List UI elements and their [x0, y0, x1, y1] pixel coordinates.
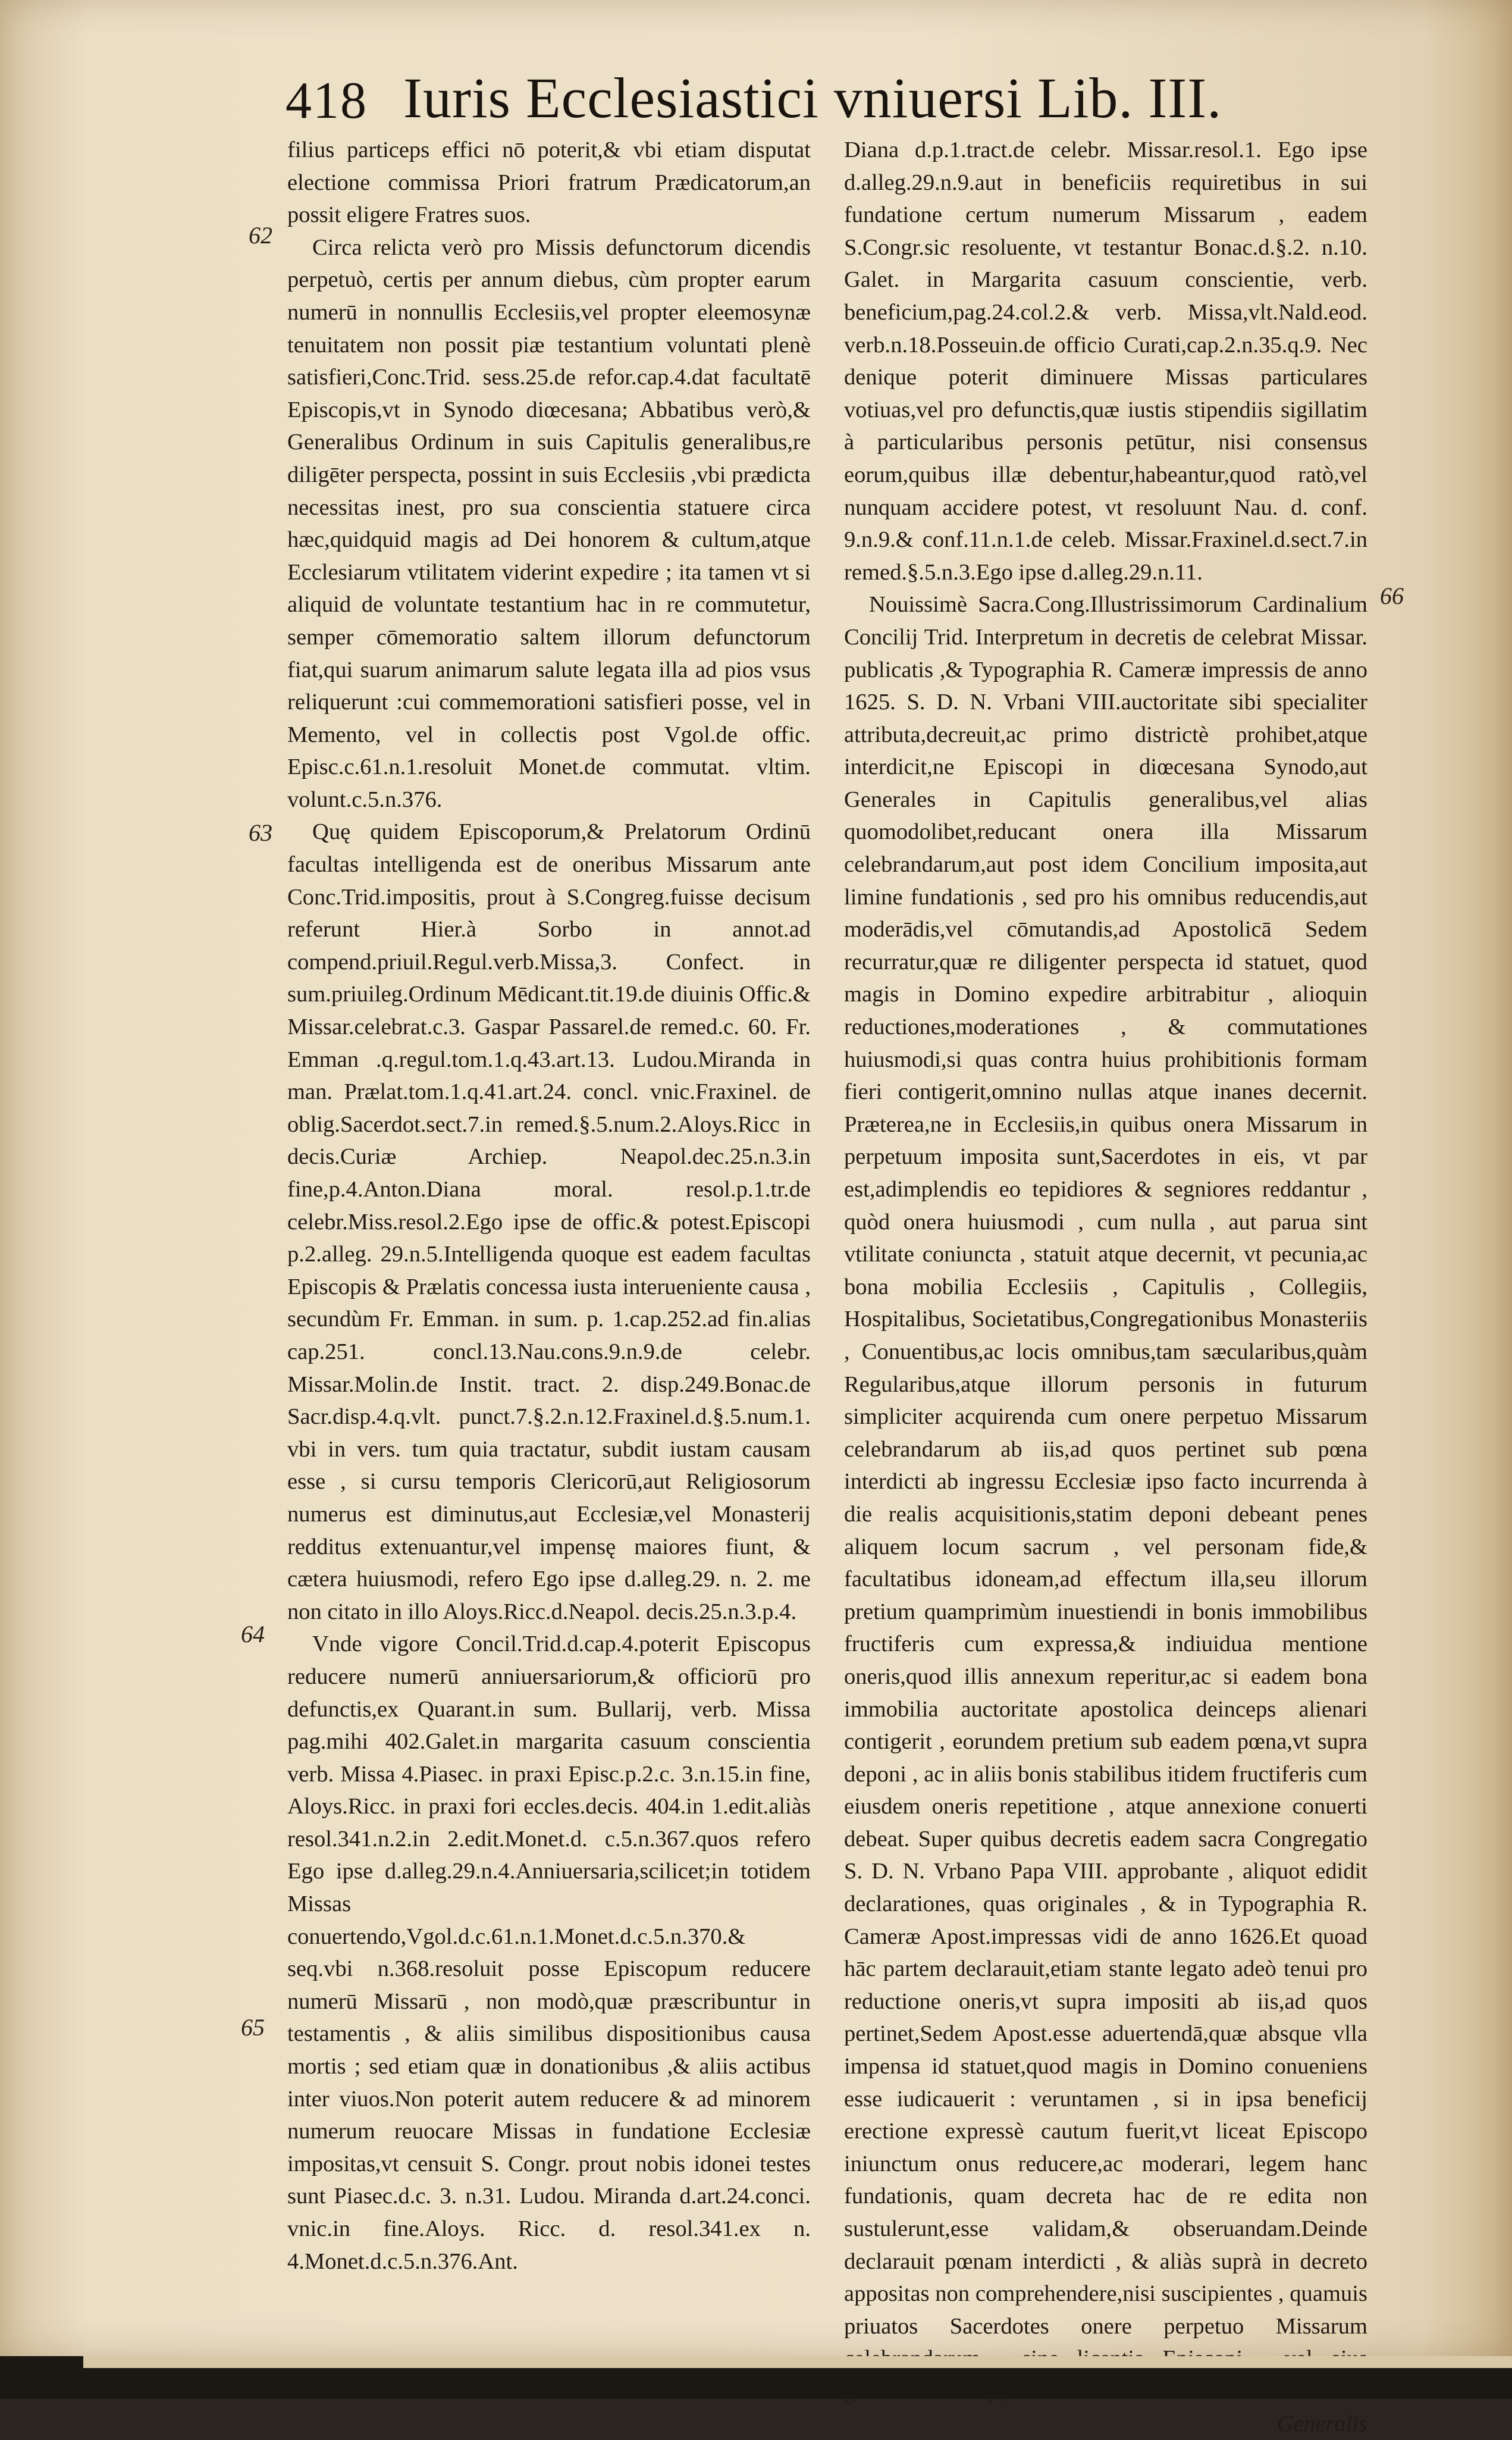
margin-number: 65 — [241, 2014, 265, 2041]
page-edge-strip — [83, 2356, 1512, 2368]
margin-number: 62 — [249, 222, 272, 249]
catchword: Generalis — [1276, 2411, 1367, 2436]
paragraph: filius particeps effici nō poterit,& vbi etiam disputat electione commissa Priori fratrum Prædicatorum,an possit eligere Fratres suos. — [287, 137, 811, 228]
margin-number: 66 — [1380, 582, 1404, 609]
margin-number: 63 — [249, 819, 272, 846]
running-title: Iuris Ecclesiastici vniuersi Lib. III. — [403, 66, 1222, 130]
left-column — [287, 134, 811, 2300]
margin-number: 64 — [241, 1621, 265, 1647]
paragraph: Quę quidem Episcoporum,& Prelatorum Ordinū facultas intelligenda est de oneribus Missarum ante Conc.Trid.impositis, prout à S.Congreg.fuisse decisum referunt Hier.à Sorbo in annot.ad compend.priuil.Regul.verb.Missa,3. Confect. in sum.priuileg.Ordinum Mēdicant.tit.19.de diuinis Offic.& Missar.celebrat.c.3. Gaspar Passarel.de remed.c. 60. Fr. Emman .q.regul.tom.1.q.43.art.13. Ludou.Miranda in man. Prælat.tom.1.q.41.art.24. concl. vnic.Fraxinel. de oblig.Sacerdot.sect.7.in remed.§.5.num.2.Aloys.Ricc in decis.Curiæ Archiep. Neapol.dec.25.n.3.in fine,p.4.Anton.Diana moral. resol.p.1.tr.de celebr.Miss.resol.2.Ego ipse de offic.& potest.Episcopi p.2.alleg. 29.n.5.Intelligenda quoque est eadem facultas Episcopis & Prælatis concessa iusta interueniente causa , secundùm Fr. Emman. in sum. p. 1.cap.252.ad fin.alias cap.251. concl.13.Nau.cons.9.n.9.de celebr. Missar.Molin.de Instit. tract. 2. disp.249.Bonac.de Sacr.disp.4.q.vlt. punct.7.§.2.n.12.Fraxinel.d.§.5.num.1. vbi in vers. tum quia tractatur, subdit iustam causam esse , si cursu temporis Clericorū,aut Religiosorum numerus est diminutus,aut Ecclesiæ,vel Monasterij redditus extenuantur,vel impensę maiores fiunt, & cætera huiusmodi, refero Ego ipse d.alleg.29. n. 2. me non citato in illo Aloys.Ricc.d.Neapol. decis.25.n.3.p.4. — [287, 819, 811, 1624]
paragraph: Nouissimè Sacra.Cong.Illustrissimorum Cardinalium Concilij Trid. Interpretum in decretis de celebrat Missar. publicatis ,& Typographia R. Cameræ impressis de anno 1625. S. D. N. Vrbani VIII.auctoritate sibi specialiter attributa,decreuit,ac primo districtè prohibet,atque interdicit,ne Episcopi in diœcesana Synodo,aut Generales in Capitulis generalibus,vel alias quomodolibet,reducant onera illa Missarum celebrandarum,aut post idem Concilium imposita,aut limine fundationis , sed pro his omnibus reducendis,aut moderādis,vel cōmutandis,ad Apostolicā Sedem recurratur,quæ re diligenter perspecta id statuet, quod magis in Domino expedire arbitrabitur , alioquin reductiones,moderationes , & commutationes huiusmodi,si quas contra huius prohibitionis formam fieri contigerit,omnino nullas atque inanes decernit. Præterea,ne in Ecclesiis,in quibus onera Missarum in perpetuum imposita sunt,Sacerdotes in eis, vt par est,adimplendis eo tepidiores & segniores reddantur , quòd onera huiusmodi , cum nulla , aut parua sint vtilitate coniuncta , statuit atque decernit, vt pecunia,ac bona mobilia Ecclesiis , Capitulis , Collegiis, Hospitalibus, Societatibus,Congregationibus Monasteriis , Conuentibus,ac locis omnibus,tam sæcularibus,quàm Regularibus,atque illorum personis in futurum simpliciter acquirenda cum onere perpetuo Missarum celebrandarum ab iis,ad quos pertinet sub pœna interdicti ab ingressu Ecclesiæ ipso facto incurrenda à die realis acquisitionis,statim deponi debeant penes aliquem locum sacrum , vel personam fide,& facultatibus idoneam,ad effectum illa,seu illorum pretium quamprimùm inuestiendi in bonis immobilibus fructiferis cum expressa,& indiuidua mentione oneris,quod illis annexum reperitur,ac si eadem bona immobilia auctoritate apostolica deinceps alienari contigerit , eorundem pretium sub eadem pœna,vt supra deponi , ac in aliis bonis stabilibus itidem fructiferis cum eiusdem oneris repetitione , atque annexione conuerti debeat. Super quibus decretis eadem sacra Congregatio S. D. N. Vrbano Papa VIII. approbante , aliquot edidit declarationes, quas originales , & in Typographia R. Cameræ Apost.impressas vidi de anno 1626.Et quoad hāc partem declarauit,etiam stante legato adeò tenui pro reductione oneris,vt supra impositi ab iis,ad quos pertinet,Sedem Apost.esse aduertendā,quæ absque vlla impensa id statuet,quod magis in Domino conueniens esse iudicauerit : veruntamen , si in ipsa beneficij erectione expressè cautum fuerit,vt liceat Episcopo iniunctum onus reducere,ac moderari, legem hanc fundationis, quam decreta hac de re edita non sustulerunt,esse validam,& obseruandam.Deinde declarauit pœnam interdicti , & aliàs suprà in decreto appositas non comprehendere,nisi suscipientes , quamuis priuatos Sacerdotes onere perpetuo Missarum — [844, 592, 1367, 2339]
scan-bottom-edge — [0, 2356, 1512, 2399]
paragraph: Vnde vigore Concil.Trid.d.cap.4.poterit Episcopus reducere numerū anniuersariorum,& officiorū pro defunctis,ex Quarant.in sum. Bullarij, verb. Missa pag.mihi 402.Galet.in margarita casuum conscientia verb. Missa 4.Piasec. in praxi Episc.p.2.c. 3.n.15.in fine, Aloys.Ricc. in praxi fori eccles.decis. 404.in 1.edit.aliàs resol.341.n.2.in 2.edit.Monet.d. c.5.n.367.quos refero Ego ipse d.alleg.29.n.4.Anniuersaria,scilicet;in totidem Missas conuertendo,Vgol.d.c.61.n.1.Monet.d.c.5.n.370.& seq.vbi n.368.resoluit posse Episcopum reducere numerū Missarū , non modò,quæ præscribuntur in testamentis , & aliis similibus dispositionibus causa mortis ; sed etiam quæ in donationibus ,& aliis actibus inter viuos.Non poterit autem reducere & ad minorem numerum reuocare Missas in fundatione Ecclesiæ impositas,vt censuit S. Congr. prout nobis idonei testes sunt Piasec.d.c. 3. n.31. Ludou. Miranda d.art.24.conci. vnic.in fine.Aloys. Ricc. d. resol.341.ex n. 4.Monet.d.c.5.n.376.Ant. — [287, 1631, 811, 2274]
page-number: 418 — [286, 72, 368, 130]
paragraph: Circa relicta verò pro Missis defunctorum dicendis perpetuò, certis per annum diebus, cùm propter earum numerū in nonnullis Ecclesiis,vel propter eleemosynæ tenuitatem non possit piæ testantium voluntati plenè satisfieri,Conc.Trid. sess.25.de refor.cap.4.dat facultatē Episcopis,vt in Synodo diœcesana; Abbatibus verò,& Generalibus Ordinum in suis Capitulis generalibus,re diligēter perspecta, possint in suis Ecclesiis ,vbi prædicta necessitas inest, pro sua conscientia statuere circa hæc,quidquid magis ad Dei honorem & cultum,atque Ecclesiarum vtilitatem viderint expedire ; ita tamen vt si aliquid de voluntate testantium hac in re commutetur, semper cōmemoratio saltem illorum defunctorum fiat,qui suarum animarum salute legata illa ad pios vsus reliquerunt :cui commemorationi satisfieri posse, vel in Memento, vel in collectis post Vgol.de offic. Episc.c.61.n.1.resoluit Monet.de commutat. vltim. volunt.c.5.n.376. — [287, 234, 811, 812]
paragraph: Diana d.p.1.tract.de celebr. Missar.resol.1. Ego ipse d.alleg.29.n.9.aut in beneficiis requiretibus in sui fundatione certum numerum Missarum , eadem S.Congr.sic resoluente, vt testantur Bonac.d.§.2. n.10. Galet. in Margarita casuum conscientie, verb. beneficium,pag.24.col.2.& verb. Missa,vlt.Nald.eod. verb.n.18.Posseuin.de officio Curati,cap.2.n.35.q.9. Nec denique poterit diminuere Missas particulares votiuas,vel pro defunctis,quæ iustis stipendiis sigillatim à particularibus personis petūtur, nisi consensus eorum,quibus illæ debentur,habeantur,quod ratò,vel nunquam accidere potest, vt resoluunt Nau. d. conf. 9.n.9.& conf.11.n.1.de celeb. Missar.Fraxinel.d.sect.7.in remed.§.5.n.3.Ego ipse d.alleg.29.n.11. — [844, 137, 1367, 585]
right-column — [844, 134, 1367, 2436]
page-header — [286, 65, 1332, 131]
